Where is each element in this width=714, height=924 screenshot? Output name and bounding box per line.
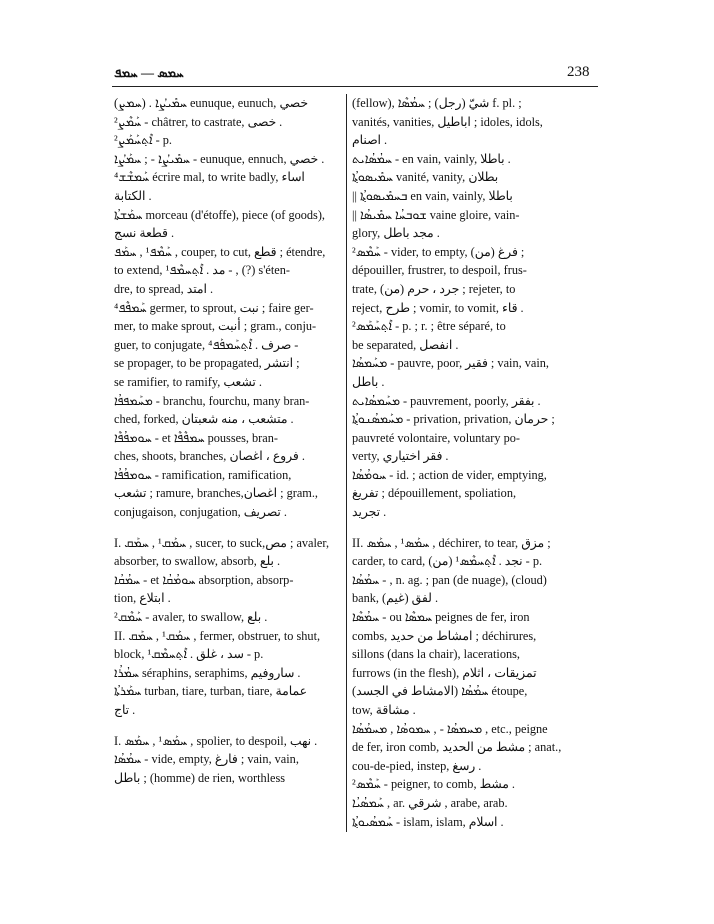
- dictionary-line: ܚܡܰܫܬܳܐ morceau (d'étoffe), piece (of goods),: [114, 207, 326, 222]
- dictionary-line: تشعب ; ramure, branches,اغصان ; gram.,: [114, 486, 318, 501]
- dictionary-line: باطل .: [352, 374, 385, 389]
- dictionary-line: ܚܡܰܪܬܳܐ turban, tiare, turban, tiare, عمامة: [114, 684, 307, 699]
- dictionary-line: ܚܰܡܦܶܦ⁴ germer, to sprout, نبت ; faire ger-: [114, 300, 314, 315]
- dictionary-line: be separated, انفصل .: [352, 337, 459, 352]
- entry-gap: [114, 522, 337, 534]
- dictionary-line: ܡܚܰܡܣܳܢܘܬ݂ܳܐ - privation, privation, حرمان ;: [352, 412, 555, 427]
- dictionary-line: (الامشاط في الجسد) ܚܡܳܣܳܐ étoupe,: [352, 684, 528, 699]
- dictionary-line: ܚܘܡܦܳܦܶܐ - et ܚܡܦܶܦܶܐ pousses, bran-: [114, 430, 278, 445]
- dictionary-line: sillons (dans la chair), lacerations,: [352, 647, 521, 662]
- dictionary-line: dre, to spread, امتد .: [114, 281, 214, 296]
- dictionary-line: bank, (غيم) لفق .: [352, 591, 439, 606]
- dictionary-line: de fer, iron comb, مشط من الحديد ; anat.,: [352, 740, 562, 755]
- dictionary-line: trate, (من) جرد ، حرم ; rejeter, to: [352, 281, 516, 296]
- dictionary-line: II. ܚܡܰܣ¹ , ܚܡܰܣ , déchirer, to tear, مزق ;: [352, 535, 551, 550]
- dictionary-line: ܚܡܳܣܳܐ - vide, empty, فارغ ; vain, vain,: [114, 752, 299, 767]
- dictionary-line: ܚܡܳܪܳܐ séraphins, seraphims, ساروفيم .: [114, 665, 301, 680]
- dictionary-line: block, سد ، غلق . ܐܶܬ݂ܚܡܶܩ¹ - p.: [114, 647, 264, 662]
- dictionary-line: dépouiller, frustrer, to despoil, frus-: [352, 263, 527, 278]
- dictionary-line: cou-de-pied, instep, رسغ .: [352, 758, 482, 773]
- dictionary-line: ܡܚܡܣܳܐ - , ܚܡܘܣܳܐ , ܡܚܡܳܣܳܐ , etc., peigne: [352, 721, 548, 736]
- right-column: [352, 94, 598, 831]
- dictionary-line: ܚܰܡܶܩ² - avaler, to swallow, بلع .: [114, 610, 268, 625]
- dictionary-line: اصنام .: [352, 133, 388, 148]
- dictionary-line: ched, forked, متشعب ، منه شعبتان .: [114, 412, 294, 427]
- dictionary-line: باطل ; (homme) de rien, worthless: [114, 770, 286, 785]
- dictionary-line: ܚܡܳܣܳܐ - , n. ag. ; pan (de nuage), (cloud): [352, 572, 547, 587]
- dictionary-line: vanités, vanities, اباطيل ; idoles, idols,: [352, 114, 543, 129]
- entry-gap: [114, 720, 337, 732]
- dictionary-line: se propager, to be propagated, انتشر ;: [114, 356, 300, 371]
- dictionary-line: ܚܰܡܶܨ² - châtrer, to castrate, خصى .: [114, 114, 283, 129]
- dictionary-line: قطعة نسج .: [114, 226, 175, 241]
- dictionary-line: ܡܚܰܡܣܳܐܝܬ - pauvrement, poorly, بفقر .: [352, 393, 541, 408]
- dictionary-line: to extend, مد . ܐܶܬ݂ܚܡܶܦ¹ - , (?) s'éten-: [114, 263, 291, 278]
- dictionary-line: || ܫܘܒܚܳܐ ܚܡܺܝܣܳܐ vaine gloire, vain-: [352, 207, 520, 222]
- dictionary-line: furrows (in the flesh), تمزيقات ، اثلام: [352, 665, 537, 680]
- dictionary-line: pauvreté volontaire, voluntary po-: [352, 430, 521, 445]
- dictionary-line: reject, طرح ; vomir, to vomit, قاء .: [352, 300, 524, 315]
- dictionary-line: tow, مشاقة .: [352, 703, 416, 717]
- column-divider: [346, 94, 347, 832]
- dictionary-line: guer, to conjugate, صرف . ܐܶܬ݂ܚܰܡܦܰܦ⁴ -: [114, 337, 299, 352]
- dictionary-line: ܚܘܡܦܳܦܳܐ - ramification, ramification,: [114, 467, 292, 482]
- dictionary-line: ܚܡܳܣܶܐ - ou ܚܡܣܶܐ peignes de fer, iron: [352, 610, 530, 625]
- dictionary-line: || ܒܚܡܺܝܣܘܬ݂ܳܐ en vain, vainly, باطلا: [352, 188, 513, 203]
- dictionary-line: mer, to make sprout, أنبت ; gram., conju-: [114, 319, 317, 334]
- dictionary-line: ܚܰܡܶܣ² - vider, to empty, (من) فرغ ;: [352, 244, 525, 259]
- dictionary-line: تجريد .: [352, 505, 387, 520]
- running-header: ܚܡܣ — ܚܡܦ: [114, 65, 184, 80]
- dictionary-line: تاج .: [114, 703, 136, 717]
- dictionary-line: ܡܚܰܡܦܦܳܐ - branchu, fourchu, many bran-: [114, 393, 310, 408]
- dictionary-line: se ramifier, to ramify, تشعب .: [114, 374, 262, 389]
- dictionary-line: ܚܘܡܳܣܳܐ - id. ; action de vider, emptying,: [352, 467, 547, 482]
- dictionary-line: II. ܚܡܰܩ¹ , ܚܡܰܩ , fermer, obstruer, to shut,: [114, 628, 321, 643]
- dictionary-line: conjugaison, conjugation, تصريف .: [114, 505, 287, 520]
- dictionary-line: ܚܰܡܶܦ¹ , ܚܡܰܦ , couper, to cut, قطع ; étendre,: [114, 244, 326, 259]
- dictionary-line: ܐܶܬ݂ܚܰܡܰܣ² - p. ; r. ; être séparé, to: [352, 319, 506, 334]
- dictionary-line: tion, ابتلاع .: [114, 591, 171, 606]
- dictionary-line: glory, مجد باطل .: [352, 226, 440, 241]
- dictionary-line: ܐܶܬ݂ܚܰܡܰܨ² - p.: [114, 133, 172, 148]
- dictionary-line: ܚܰܡܣܳܝܳܐ , ar. شرقي , arabe, arab.: [352, 795, 508, 810]
- dictionary-line: I. ܚܡܰܣ¹ , ܚܡܰܣ , spolier, to despoil, نهب .: [114, 733, 318, 748]
- dictionary-line: I. ܚܡܰܩ¹ , ܚܡܰܩ , sucer, to suck,مص ; avaler,: [114, 535, 330, 550]
- dictionary-line: ܚܰܡܣܳܝܘܬ݂ܳܐ - islam, islam, اسلام .: [352, 814, 504, 829]
- dictionary-line: ܚܰܡܫܶܫ⁴ écrire mal, to write badly, اساء: [114, 170, 305, 185]
- dictionary-line: الكتابة .: [114, 188, 152, 203]
- dictionary-line: ܡܚܰܡܣܳܐ - pauvre, poor, فقير ; vain, vain,: [352, 356, 549, 371]
- entry-gap: [352, 522, 598, 534]
- dictionary-line: تفريغ ; dépouillement, spoliation,: [352, 486, 517, 501]
- dictionary-line: combs, امشاط من حديد ; déchirures,: [352, 628, 537, 643]
- dictionary-line: carder, to card, (من) نجد . ܐܶܬ݂ܚܡܶܣ¹ - p.: [352, 554, 543, 569]
- dictionary-line: verty, فقر اختياري .: [352, 449, 449, 464]
- dictionary-line: ܚܡܳܣܳܐܝܬ - en vain, vainly, باطلا .: [352, 151, 511, 166]
- dictionary-line: (ܚܡܨ) . ܚܡܺܝܨܳܐ eunuque, eunuch, خصي: [114, 96, 308, 110]
- dictionary-line: absorber, to swallow, absorb, بلع .: [114, 554, 281, 569]
- dictionary-line: ches, shoots, branches, فروع ، اغصان .: [114, 449, 305, 464]
- dictionary-line: ܚܰܡܶܣ² - peigner, to comb, مشط .: [352, 777, 515, 792]
- dictionary-line: (fellow), شيّ (رجل) ; ܚܡܳܣܶܐ f. pl. ;: [352, 96, 522, 110]
- left-column: [114, 94, 337, 787]
- dictionary-line: ܚܡܳܩܳܐ - et ܚܘܡܳܩܳܐ absorption, absorp-: [114, 572, 294, 587]
- dictionary-line: ܚܡܺܝܣܘܬ݂ܳܐ vanité, vanity, بطلان: [352, 170, 499, 185]
- page-number: 238: [567, 64, 590, 80]
- dictionary-line: ܚܡܺܝܨܳܐ - ; ܚܡܰܨܳܐ - eunuque, ennuch, خصي .: [114, 151, 325, 166]
- header-rule: [112, 86, 598, 87]
